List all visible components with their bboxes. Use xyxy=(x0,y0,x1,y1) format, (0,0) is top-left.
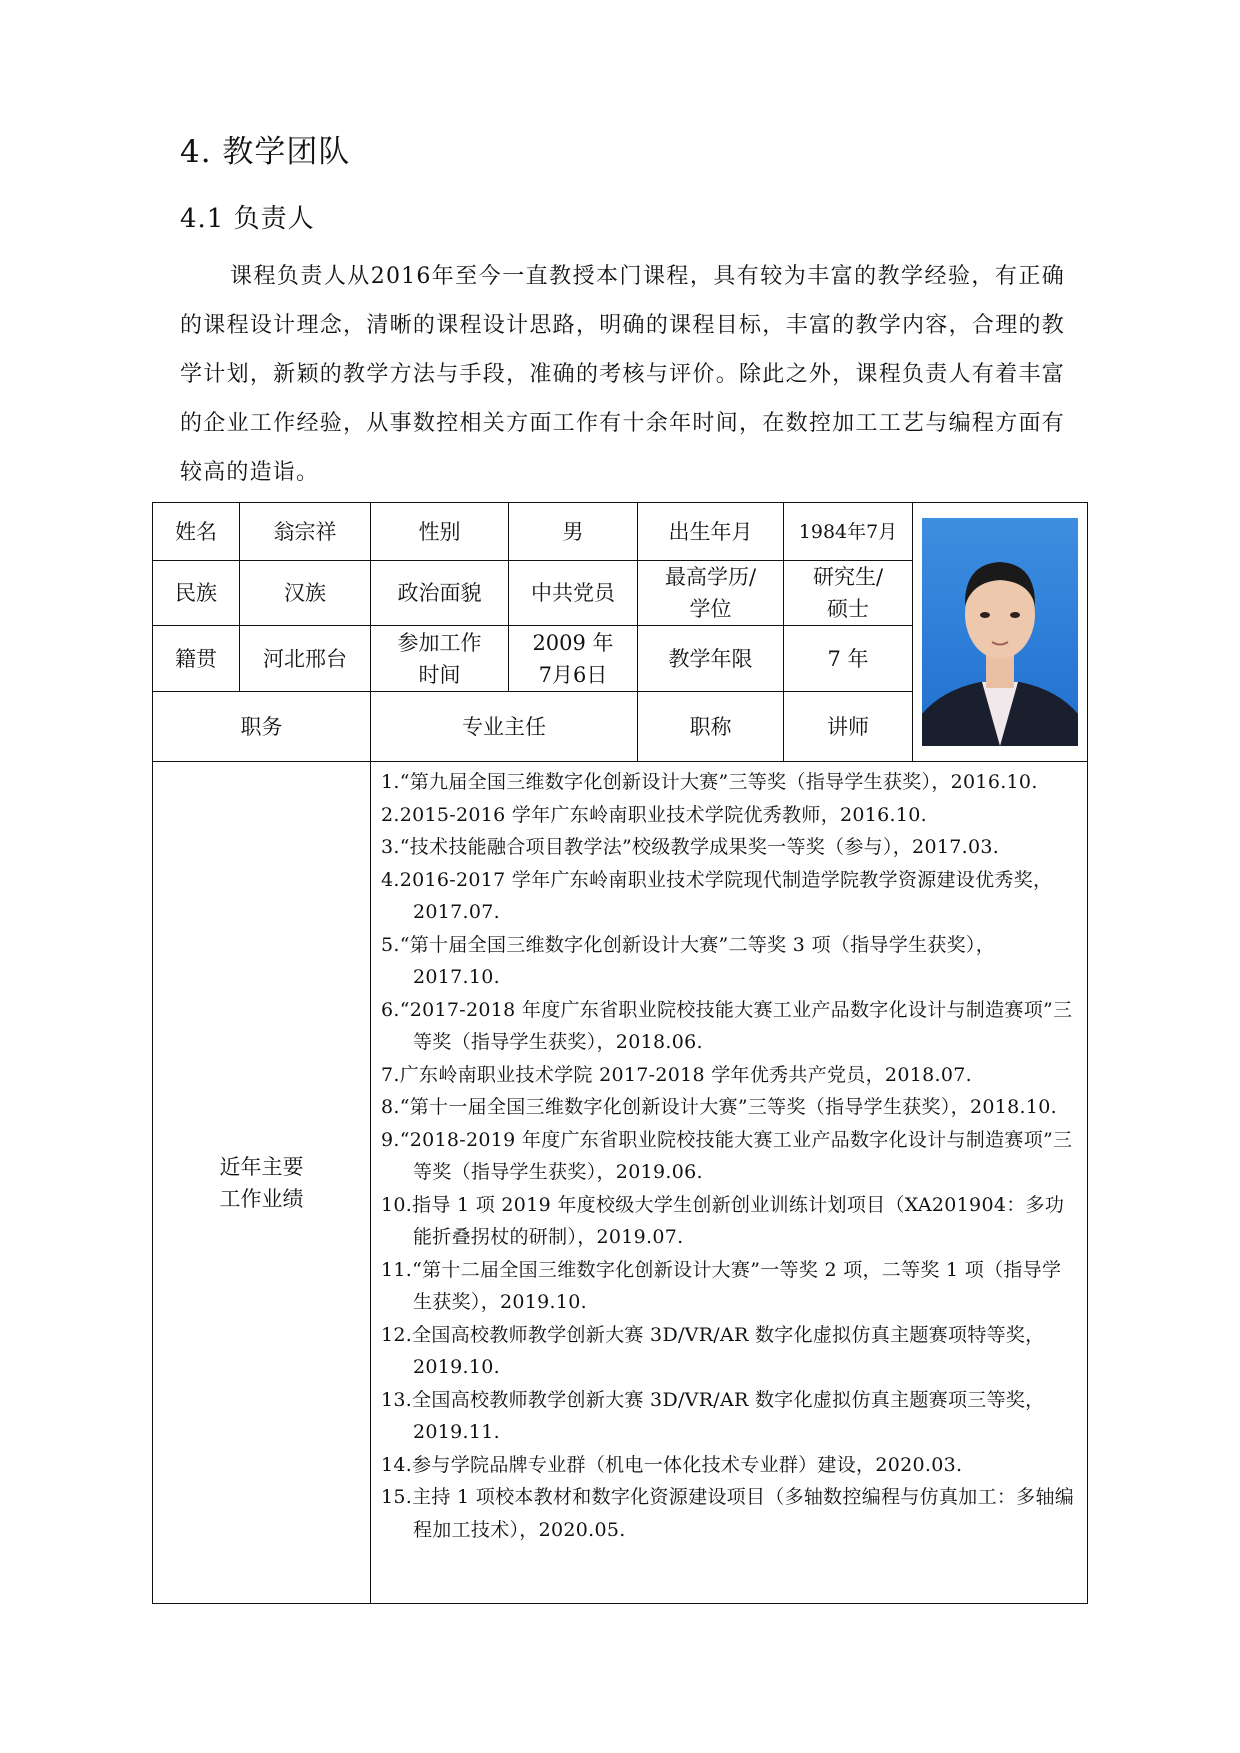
list-item: 13.全国高校教师教学创新大赛 3D/VR/AR 数字化虚拟仿真主题赛项三等奖，2019.11. xyxy=(381,1388,1045,1443)
position-value: 专业主任 xyxy=(371,692,638,762)
work-start-value: 2009 年 7月6日 xyxy=(509,626,638,692)
gender-label: 性别 xyxy=(371,503,509,561)
ethnicity-label: 民族 xyxy=(153,561,240,626)
achievements-list xyxy=(381,766,1075,1546)
list-item: 8.“第十一届全国三维数字化创新设计大赛”三等奖（指导学生获奖），2018.10. xyxy=(381,1096,1057,1118)
achievements-label: 近年主要 工作业绩 xyxy=(153,762,371,1604)
table-row xyxy=(153,762,1088,1604)
list-item: 1.“第九届全国三维数字化创新设计大赛”三等奖（指导学生获奖），2016.10. xyxy=(381,771,1038,793)
section-heading: 4. 教学团队 xyxy=(180,134,351,170)
list-item: 10.指导 1 项 2019 年度校级大学生创新创业训练计划项目（XA201904：多功能折叠拐杖的研制），2019.07. xyxy=(381,1193,1065,1248)
teaching-years-value: 7 年 xyxy=(784,626,913,692)
gender-value: 男 xyxy=(509,503,638,561)
origin-value: 河北邢台 xyxy=(240,626,371,692)
list-item: 6.“2017-2018 年度广东省职业院校技能大赛工业产品数字化设计与制造赛项”三等奖（指导学生获奖），2018.06. xyxy=(381,998,1073,1053)
birth-label: 出生年月 xyxy=(638,503,784,561)
portrait-photo xyxy=(922,518,1078,746)
position-label: 职务 xyxy=(153,692,371,762)
name-label: 姓名 xyxy=(153,503,240,561)
list-item: 5.“第十届全国三维数字化创新设计大赛”二等奖 3 项（指导学生获奖），2017.10. xyxy=(381,933,996,988)
teaching-years-label: 教学年限 xyxy=(638,626,784,692)
table-row xyxy=(153,503,1088,561)
work-start-label: 参加工作 时间 xyxy=(371,626,509,692)
subsection-heading: 4.1 负责人 xyxy=(180,204,315,234)
list-item: 12.全国高校教师教学创新大赛 3D/VR/AR 数字化虚拟仿真主题赛项特等奖，2019.10. xyxy=(381,1323,1045,1378)
degree-value: 研究生/ 硕士 xyxy=(784,561,913,626)
degree-label: 最高学历/ 学位 xyxy=(638,561,784,626)
political-value: 中共党员 xyxy=(509,561,638,626)
title-label: 职称 xyxy=(638,692,784,762)
list-item: 14.参与学院品牌专业群（机电一体化技术专业群）建设，2020.03. xyxy=(381,1453,963,1476)
achievements-cell xyxy=(371,762,1088,1604)
birth-value: 1984年7月 xyxy=(784,503,913,561)
list-item: 3.“技术技能融合项目教学法”校级教学成果奖一等奖（参与），2017.03. xyxy=(381,836,1000,858)
name-value: 翁宗祥 xyxy=(240,503,371,561)
profile-table xyxy=(152,502,1088,1604)
title-value: 讲师 xyxy=(784,692,913,762)
political-label: 政治面貌 xyxy=(371,561,509,626)
photo-cell xyxy=(913,503,1088,762)
intro-paragraph: 课程负责人从2016年至今一直教授本门课程，具有较为丰富的教学经验，有正确的课程设计理念，清晰的课程设计思路，明确的课程目标，丰富的教学内容，合理的教学计划，新颖的教学方法与手段，准确的考核与评价。除此之外，课程负责人有着丰富的企业工作经验，从事数控相关方面工作有十余年时间，在数控加工工艺与编程方面有较高的造诣。 xyxy=(180,264,1065,485)
list-item: 15.主持 1 项校本教材和数字化资源建设项目（多轴数控编程与仿真加工：多轴编程加工技术），2020.05. xyxy=(381,1486,1075,1541)
list-item: 7.广东岭南职业技术学院 2017-2018 学年优秀共产党员，2018.07. xyxy=(381,1063,972,1086)
list-item: 11.“第十二届全国三维数字化创新设计大赛”一等奖 2 项，二等奖 1 项（指导学生获奖），2019.10. xyxy=(381,1258,1062,1313)
list-item: 9.“2018-2019 年度广东省职业院校技能大赛工业产品数字化设计与制造赛项”三等奖（指导学生获奖），2019.06. xyxy=(381,1128,1073,1183)
ethnicity-value: 汉族 xyxy=(240,561,371,626)
list-item: 4.2016-2017 学年广东岭南职业技术学院现代制造学院教学资源建设优秀奖，2017.07. xyxy=(381,868,1053,923)
list-item: 2.2015-2016 学年广东岭南职业技术学院优秀教师，2016.10. xyxy=(381,803,928,826)
origin-label: 籍贯 xyxy=(153,626,240,692)
